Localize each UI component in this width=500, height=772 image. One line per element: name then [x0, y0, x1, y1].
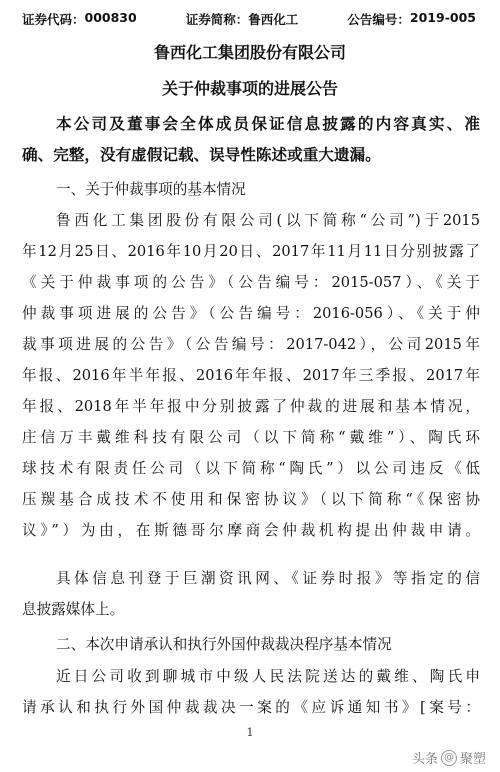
- paragraph-line: 压羰基合成技术不使用和保密协议》（以下简称“《保密协: [22, 491, 480, 508]
- stock-abbr-label: 证券简称：: [185, 12, 249, 27]
- page-number: 1: [246, 726, 254, 739]
- watermark-prefix: 头条: [411, 752, 438, 767]
- paragraph-line: 近日公司收到聊城市中级人民法院送达的戴维、陶氏申: [56, 668, 480, 685]
- paragraph-line: 年报、2018年半年报中分别披露了仲裁的进展和基本情况，: [22, 398, 480, 415]
- paragraph-line: 鲁西化工集团股份有限公司(以下简称“公司”)于2015: [56, 212, 480, 229]
- statement-line: 本公司及董事会全体成员保证信息披露的内容真实、准: [56, 115, 480, 133]
- paragraph-line: 庄信万丰戴维科技有限公司（以下简称“戴维”）、陶氏环: [22, 429, 480, 446]
- watermark-name: 聚塑: [459, 752, 486, 767]
- paragraph-line: 球技术有限责任公司（以下简称“陶氏”）以公司违反《低: [22, 460, 480, 477]
- at-icon: @: [441, 750, 457, 766]
- notice-number-value: 2019-005: [409, 10, 476, 25]
- stock-code-label: 证券代码：: [22, 12, 85, 27]
- stock-abbr-value: 鲁西化工: [248, 12, 299, 27]
- stock-abbreviation: [186, 10, 299, 28]
- section-heading: 一、关于仲裁事项的基本情况: [56, 181, 246, 198]
- company-name: 鲁西化工集团股份有限公司: [153, 43, 346, 62]
- paragraph-line: 仲裁事项进展的公告》（公告编号：2016-056）、《关于仲: [22, 305, 480, 322]
- paragraph-line: 裁事项进展的公告》（公告编号：2017-042），公司2015年: [22, 336, 480, 353]
- notice-number: [347, 10, 476, 28]
- stock-code-value: 000830: [84, 10, 137, 25]
- paragraph-line: 请承认和执行外国仲裁裁决一案的《应诉通知书》[案号：: [22, 699, 480, 716]
- watermark: [412, 748, 486, 767]
- stock-code: [22, 10, 137, 28]
- announcement-header: [22, 10, 476, 28]
- notice-number-label: 公告编号：: [347, 12, 410, 27]
- paragraph-line: 年12月25日、2016年10月20日、2017年11月11日分别披露了: [22, 243, 480, 260]
- announcement-title: 关于仲裁事项的进展公告: [161, 79, 338, 98]
- paragraph-line: 《关于仲裁事项的公告》（公告编号：2015-057）、《关于: [22, 274, 480, 291]
- paragraph-line: 具体信息刊登于巨潮资讯网、《证券时报》等指定的信: [56, 570, 480, 587]
- paragraph-line: 议》”）为由，在斯德哥尔摩商会仲裁机构提出仲裁申请。: [22, 522, 480, 539]
- statement-line: 确、完整，没有虚假记载、误导性陈述或重大遗漏。: [22, 146, 381, 164]
- paragraph-line: 年报、2016年半年报、2016年年报、2017年三季报、2017年: [22, 367, 480, 384]
- section-heading: 二、本次申请承认和执行外国仲裁裁决程序基本情况: [56, 636, 392, 653]
- paragraph-line: 息披露媒体上。: [22, 601, 125, 618]
